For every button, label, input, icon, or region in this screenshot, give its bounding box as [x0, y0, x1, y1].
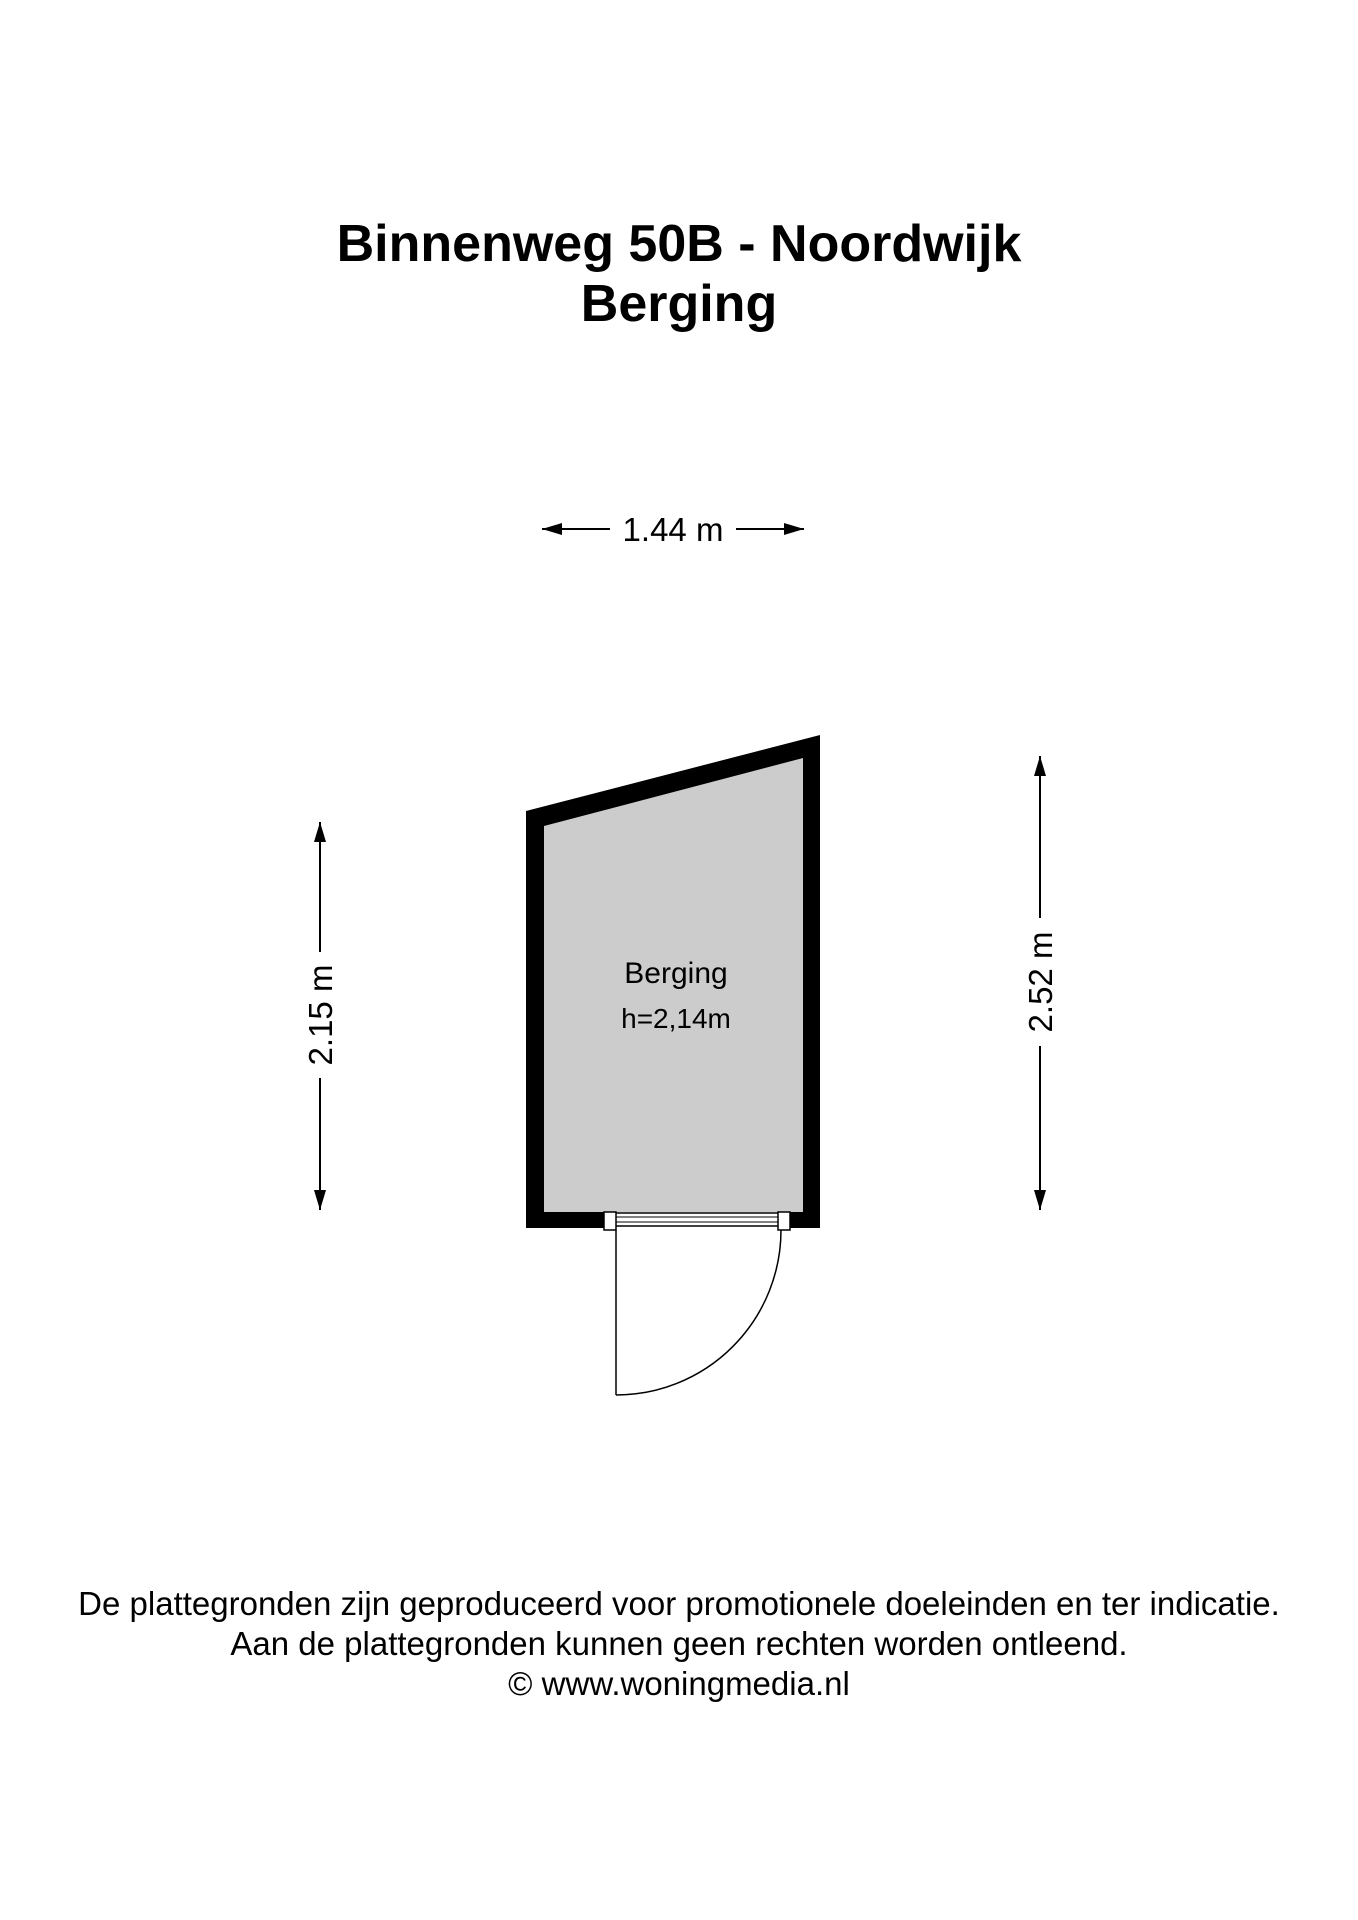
- door-opening: [604, 1212, 790, 1230]
- disclaimer-line-2: Aan de plattegronden kunnen geen rechten worden ontleend.: [230, 1625, 1128, 1662]
- top-dimension-label: 1.44 m: [622, 511, 724, 548]
- door-swing-arc: [616, 1230, 781, 1395]
- right-dimension-label: 2.52 m: [1022, 931, 1059, 1033]
- top-dimension: [542, 511, 804, 548]
- door-jamb-left: [604, 1212, 616, 1230]
- left-dimension-label: 2.15 m: [302, 964, 339, 1066]
- disclaimer-line-1: De plattegronden zijn geproduceerd voor promotionele doeleinden en ter indicatie.: [78, 1585, 1280, 1622]
- right-dimension: [1022, 756, 1059, 1210]
- door-jamb-right: [778, 1212, 790, 1230]
- disclaimer-copyright: © www.woningmedia.nl: [508, 1665, 850, 1702]
- door-swing: [616, 1230, 781, 1395]
- plan-title: Binnenweg 50B - Noordwijk: [336, 215, 1022, 273]
- room-height-label: h=2,14m: [621, 1003, 731, 1034]
- left-dimension: [302, 822, 339, 1210]
- room-name-label: Berging: [624, 957, 728, 990]
- plan-subtitle: Berging: [580, 275, 778, 333]
- door-gap: [604, 1212, 790, 1230]
